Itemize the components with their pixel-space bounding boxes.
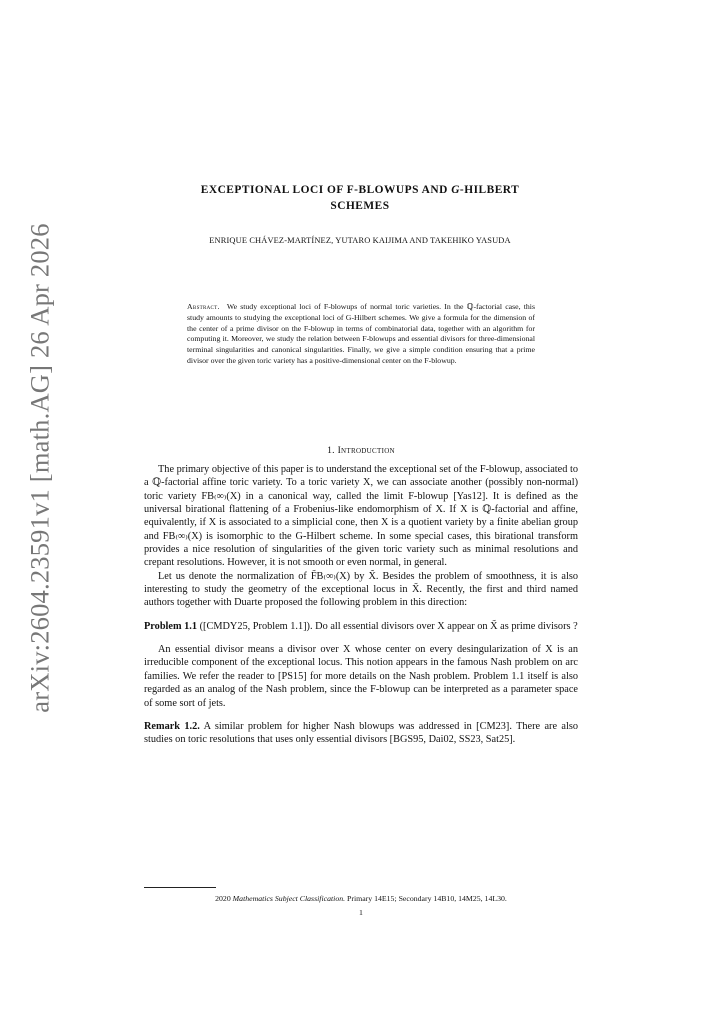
page-number: 1 (359, 908, 363, 917)
footnote-text: Primary 14E15; Secondary 14B10, 14M25, 14L30. (347, 894, 507, 903)
footnote-year: 2020 (215, 894, 231, 903)
abstract-text: We study exceptional loci of F-blowups of normal toric varieties. In the ℚ-factorial case, this study amounts to studying the exceptional loci of G-Hilbert schemes. We give a formula for the dimension of the center of a prime divisor on the F-blowup in terms of combinatorial data, together with an algorithm for computing it. Moreover, we study the relation between F-blowups and essential divisors for three-dimensional terminal singularities and canonical singularities. Finally, we give a simple condition ensuring that a prime divisor over the given toric variety has a positive-dimensional center on the F-blowup. (187, 302, 535, 365)
title-line-1: EXCEPTIONAL LOCI OF F-BLOWUPS AND G-HILBERT (200, 184, 520, 196)
paragraph-normalization: Let us denote the normalization of F̃B₍∞₎(X) by X̃. Besides the problem of smoothness, it is also interesting to study the geometry of the exceptional locus in X̃. Recently, the first and third named authors together with Duarte proposed the following problem in this direction: (144, 570, 578, 609)
problem-label: Problem 1.1 (144, 620, 198, 632)
paper-title (150, 182, 570, 214)
footnote (144, 894, 578, 903)
author-list: ENRIQUE CHÁVEZ-MARTÍNEZ, YUTARO KAIJIMA AND TAKEHIKO YASUDA (209, 236, 511, 245)
abstract (187, 302, 535, 367)
problem-statement (144, 620, 578, 633)
title-line-2: SCHEMES (330, 200, 390, 212)
remark-statement (144, 720, 578, 747)
paragraph-intro: The primary objective of this paper is to understand the exceptional set of the F-blowup, associated to a ℚ-factorial affine toric variety. To a toric variety X, we can associate another (possibly non-normal) toric variety FB₍∞₎(X) in a canonical way, called the limit F-blowup [Yas12]. It is defined as the universal birational flattening of a Frobenius-like endomorphism of X. If X is ℚ-factorial and affine, equivalently, if X is associated to a simplicial cone, then X is a quotient variety by a finite abelian group and FB₍∞₎(X) is isomorphic to the G-Hilbert scheme. In some special cases, this birational transform provides a nice resolution of singularities of the given toric variety such as minimal resolutions and crepant resolutions. However, it is not smooth or even normal, in general. (144, 464, 578, 569)
body-text (144, 463, 578, 747)
section-title: Introduction (337, 445, 395, 456)
remark-text: A similar problem for higher Nash blowups was addressed in [CM23]. There are also studies on toric resolutions that uses only essential divisors [BGS95, Dai02, SS23, Sat25]. (144, 720, 578, 746)
footnote-divider (144, 887, 216, 888)
arxiv-identifier-stamp: arXiv:2604.23591v1 [math.AG] 26 Apr 2026 (24, 223, 55, 713)
remark-label: Remark 1.2. (144, 720, 200, 732)
problem-reference: ([CMDY25, Problem 1.1]). (199, 620, 313, 632)
abstract-heading: Abstract. (187, 302, 220, 311)
section-heading (144, 445, 578, 456)
footnote-label: Mathematics Subject Classification. (232, 894, 346, 903)
problem-text: Do all essential divisors over X appear on X̃ as prime divisors ? (315, 620, 578, 632)
paragraph-essential-divisor: An essential divisor means a divisor over X whose center on every desingularization of X is an irreducible component of the exceptional locus. This notion appears in the famous Nash problem on arc families. We refer the reader to [PS15] for more details on the Nash problem. Problem 1.1 itself is also regarded as an analog of the Nash problem, since the F-blowup can be interpreted as a parameter space of some sort of jets. (144, 644, 578, 709)
section-number: 1. (327, 445, 335, 456)
